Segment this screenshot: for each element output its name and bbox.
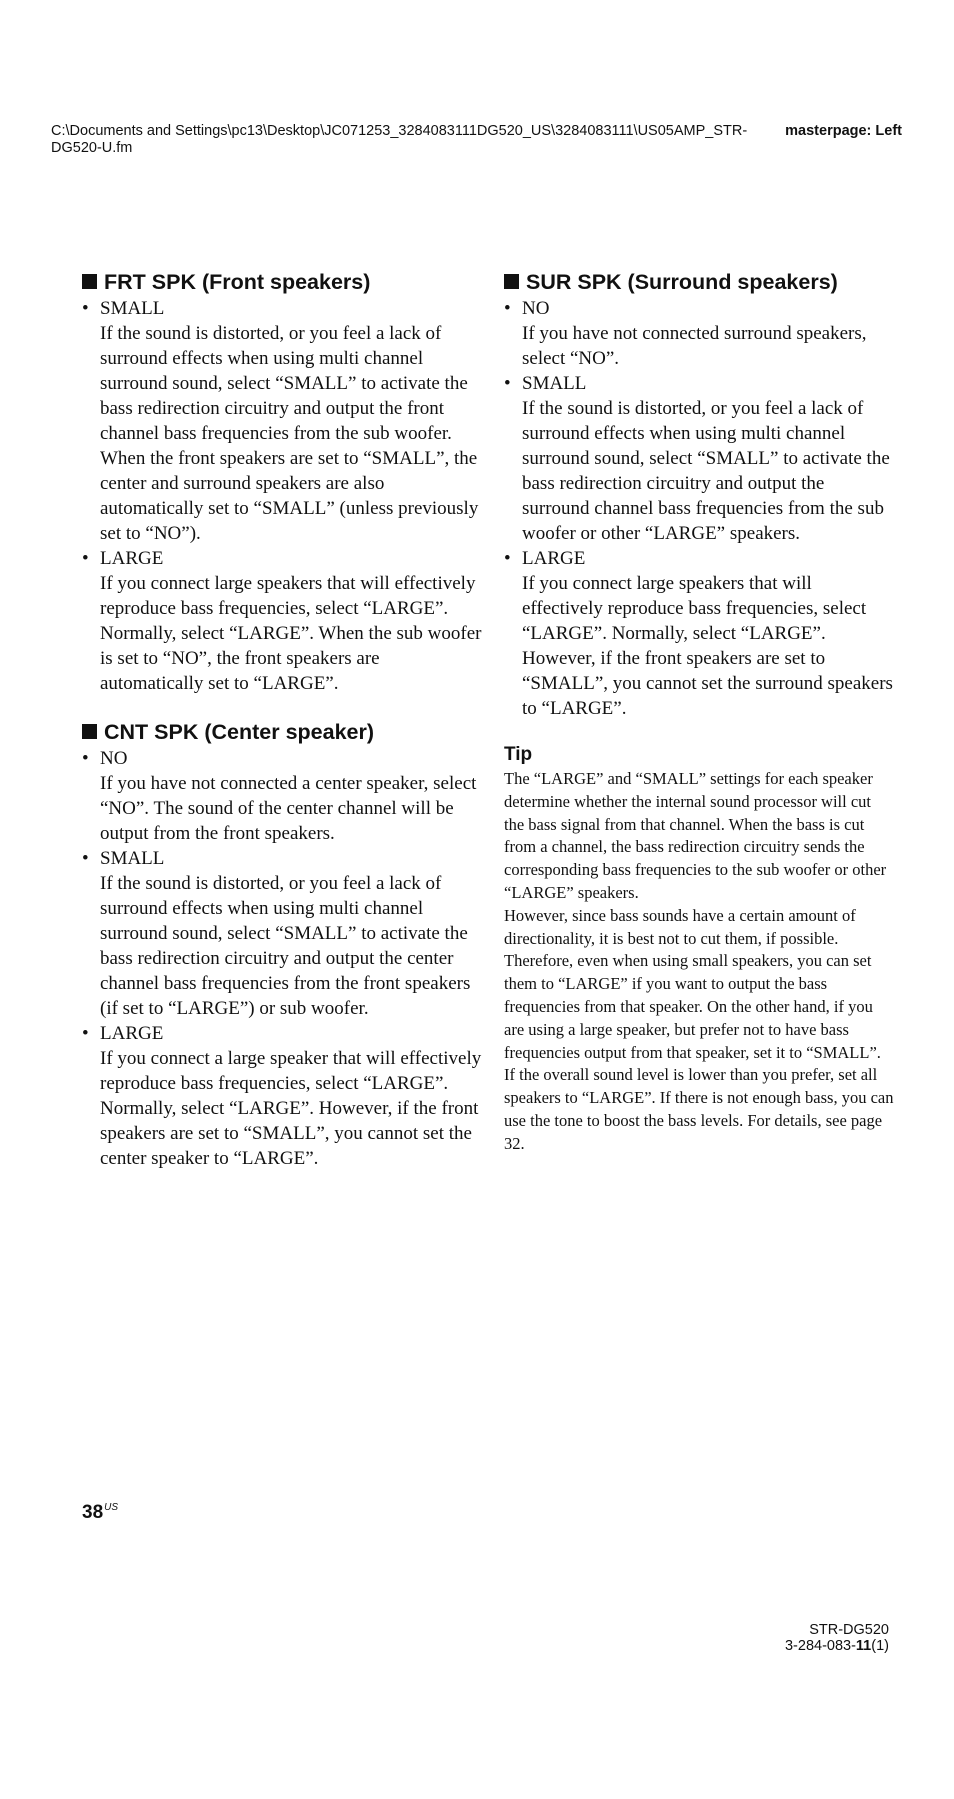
square-bullet-icon [504,274,519,289]
right-column [504,268,894,1156]
list-item [504,296,894,371]
option-label: NO [522,298,550,319]
tip-paragraph: If the overall sound level is lower than you prefer, set all speakers to “LARGE”. If there is not enough bass, you can use the tone to boost the bass levels. For details, see page 32. [504,1065,894,1153]
part-number [785,1638,889,1654]
option-description: If you connect large speakers that will effectively reproduce bass frequencies, select “LARGE”. Normally, select “LARGE”. However, if the front speakers are set to “SMALL”, you cannot set the surround speakers to “LARGE”. [522,573,893,719]
bullet-icon: • [504,373,511,394]
spacer [82,696,482,718]
list-item [82,746,482,846]
option-description: If you have not connected surround speakers, select “NO”. [522,323,867,369]
list-item [504,546,894,721]
section-title: SUR SPK (Surround speakers) [526,270,838,294]
bullet-icon: • [82,848,89,869]
square-bullet-icon [82,724,97,739]
file-path-header: C:\Documents and Settings\pc13\Desktop\JC071253_3284083111DG520_US\3284083111\US05AMP_STR-DG520-U.fm [51,123,748,156]
left-column [82,268,482,1171]
option-description: If the sound is distorted, or you feel a lack of surround effects when using multi channel surround sound, select “SMALL” to activate the bass redirection circuitry and output the center channel bass frequencies from the front speakers (if set to “LARGE”) or sub woofer. [100,873,471,1019]
option-list [82,296,482,696]
section-heading-cnt-spk [82,718,482,746]
option-description: If you connect a large speaker that will effectively reproduce bass frequencies, select “LARGE”. Normally, select “LARGE”. However, if the front speakers are set to “SMALL”, you cannot set the center speaker to “LARGE”. [100,1048,482,1169]
page-number-value: 38 [82,1502,104,1523]
option-label: SMALL [522,373,587,394]
bullet-icon: • [504,548,511,569]
bullet-icon: • [504,298,511,319]
option-label: LARGE [100,1023,164,1044]
model-name: STR-DG520 [809,1622,889,1638]
list-item [82,546,482,696]
list-item [82,846,482,1021]
bullet-icon: • [82,298,89,319]
page-number [82,1502,118,1524]
part-number-bold: 11 [855,1638,872,1654]
section-title: CNT SPK (Center speaker) [104,720,375,744]
bullet-icon: • [82,748,89,769]
section-heading-frt-spk [82,268,482,296]
list-item [82,1021,482,1171]
list-item [82,296,482,546]
bullet-icon: • [82,1023,89,1044]
tip-paragraph: However, since bass sounds have a certain amount of directionality, it is best not to cut them, if possible. Therefore, even when using small speakers, you can set them to “LARGE” if you want to output the bass frequencies from that speaker. On the other hand, if you are using a large speaker, but prefer not to have bass frequencies output from that speaker, set it to “SMALL”. [504,905,881,1062]
option-description: If you have not connected a center speaker, select “NO”. The sound of the center channel will be output from the front speakers. [100,773,477,844]
model-info [785,1622,889,1654]
option-description: If the sound is distorted, or you feel a lack of surround effects when using multi channel surround sound, select “SMALL” to activate the bass redirection circuitry and output the surround channel bass frequencies from the sub woofer or other “LARGE” speakers. [522,398,890,544]
section-heading-sur-spk [504,268,894,296]
option-description: If you connect large speakers that will effectively reproduce bass frequencies, select “LARGE”. Normally, select “LARGE”. When the sub woofer is set to “NO”, the front speakers are automatically set to “LARGE”. [100,573,482,694]
option-label: LARGE [522,548,586,569]
part-number-prefix: 3-284-083- [784,1638,856,1654]
tip-heading: Tip [504,744,533,765]
masterpage-label: masterpage: Left [785,123,902,139]
square-bullet-icon [82,274,97,289]
option-list [504,296,894,721]
option-list [82,746,482,1171]
section-title: FRT SPK (Front speakers) [104,270,371,294]
spacer [504,721,894,743]
option-label: SMALL [100,298,165,319]
option-label: SMALL [100,848,165,869]
option-label: LARGE [100,548,164,569]
option-description: If the sound is distorted, or you feel a lack of surround effects when using multi channel surround sound, select “SMALL” to activate the bass redirection circuitry and output the front channel bass frequencies from the sub woofer. When the front speakers are set to “SMALL”, the center and surround speakers are also automatically set to “SMALL” (unless previously set to “NO”). [100,323,479,544]
part-number-suffix: (1) [871,1638,889,1654]
tip-paragraph: The “LARGE” and “SMALL” settings for each speaker determine whether the internal sound processor will cut the bass signal from that channel. When the bass is cut from a channel, the bass redirection circuitry sends the corresponding bass frequencies to the sub woofer or other “LARGE” speakers. [504,769,887,902]
page-number-suffix: US [104,1502,119,1513]
bullet-icon: • [82,548,89,569]
option-label: NO [100,748,128,769]
list-item [504,371,894,546]
